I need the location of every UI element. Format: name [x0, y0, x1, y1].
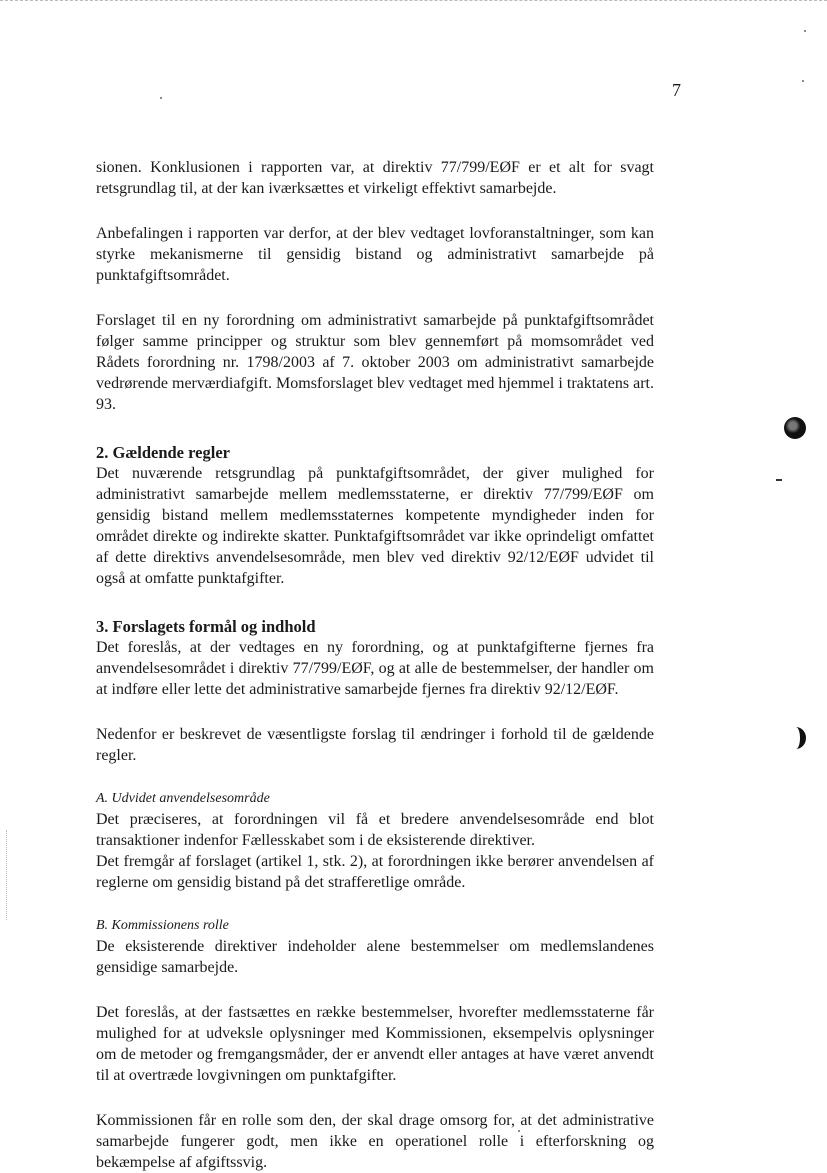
punch-hole-mark — [784, 417, 806, 439]
scan-edge — [0, 0, 827, 3]
paragraph: Det foreslås, at der fastsættes en række bestemmelser, hvorefter medlemsstaterne får mulighed for at udveksle oplysninger med Kommissionen, eksempelvis oplysninger om de metoder og fremgangsmåder, der er anvendt eller antages at have været anvendt til at overtræde lovgivningen om punktafgifter. — [96, 1004, 654, 1084]
paragraph: Forslaget til en ny forordning om administrativt samarbejde på punktafgiftsområdet følger samme principper og struktur som blev gennemført på momsområdet ved Rådets forordning nr. 1798/2003 af 7. oktober 2003 om administrativt samarbejde vedrørende merværdiafgift. Momsforslaget blev vedtaget med hjemmel i traktatens art. 93. — [96, 312, 654, 413]
paragraph: Nedenfor er beskrevet de væsentligste forslag til ændringer i forhold til de gældende regler. — [96, 726, 654, 764]
paragraph: De eksisterende direktiver indeholder alene bestemmelser om medlemslandenes gensidige samarbejde. — [96, 938, 654, 976]
section-heading: 2. Gældende regler — [96, 443, 230, 462]
paragraph: Det nuværende retsgrundlag på punktafgiftsområdet, der giver mulighed for administrativt samarbejde mellem medlemsstaterne, er direktiv 77/799/EØF om gensidig bistand mellem medlemsstaternes kompetente myndigheder inden for området direkte og indirekte skatter. Punktafgiftsområdet var ikke oprindeligt omfattet af dette direktivs anvendelsesområde, men blev ved direktiv 92/12/EØF udvidet til også at omfatte punktafgifter. — [96, 465, 654, 587]
subsection-heading: B. Kommissionens rolle — [96, 918, 229, 933]
paragraph: Kommissionen får en rolle som den, der skal drage omsorg for, at det administrative samarbejde fungerer godt, men ikke en operationel rolle i efterforskning og bekæmpelse af afgiftssvig. — [96, 1112, 654, 1171]
section-heading: 3. Forslagets formål og indhold — [96, 617, 316, 636]
paragraph: Det foreslås, at der vedtages en ny forordning, og at punktafgifterne fjernes fra anvendelsesområdet i direktiv 77/799/EØF, og at alle de bestemmelser, der handler om at indføre eller lette det administrative samarbejde fjernes fra direktiv 92/12/EØF. — [96, 639, 654, 698]
subsection-heading: A. Udvidet anvendelsesområde — [96, 791, 270, 806]
paragraph: Det fremgår af forslaget (artikel 1, stk. 2), at forordningen ikke berører anvendelsen af reglerne om gensidig bistand på det strafferetlige område. — [96, 853, 654, 891]
scan-speck — [804, 30, 806, 32]
document-body — [96, 157, 654, 1173]
scan-speck — [160, 97, 162, 99]
scan-mark — [776, 479, 782, 481]
scan-speck — [518, 1130, 520, 1132]
punch-hole-mark — [786, 727, 806, 749]
scan-speck — [802, 80, 804, 82]
paragraph: Anbefalingen i rapporten var derfor, at der blev vedtaget lovforanstaltninger, som kan styrke mekanismerne til gensidig bistand og administrativt samarbejde på punktafgiftsområdet. — [96, 225, 654, 284]
scan-edge — [6, 830, 8, 920]
paragraph: sionen. Konklusionen i rapporten var, at direktiv 77/799/EØF er et alt for svagt retsgrundlag til, at der kan iværksættes et virkeligt effektivt samarbejde. — [96, 159, 654, 197]
page-number: 7 — [672, 80, 681, 100]
paragraph: Det præciseres, at forordningen vil få et bredere anvendelsesområde end blot transaktioner indenfor Fællesskabet som i de eksisterende direktiver. — [96, 811, 654, 849]
